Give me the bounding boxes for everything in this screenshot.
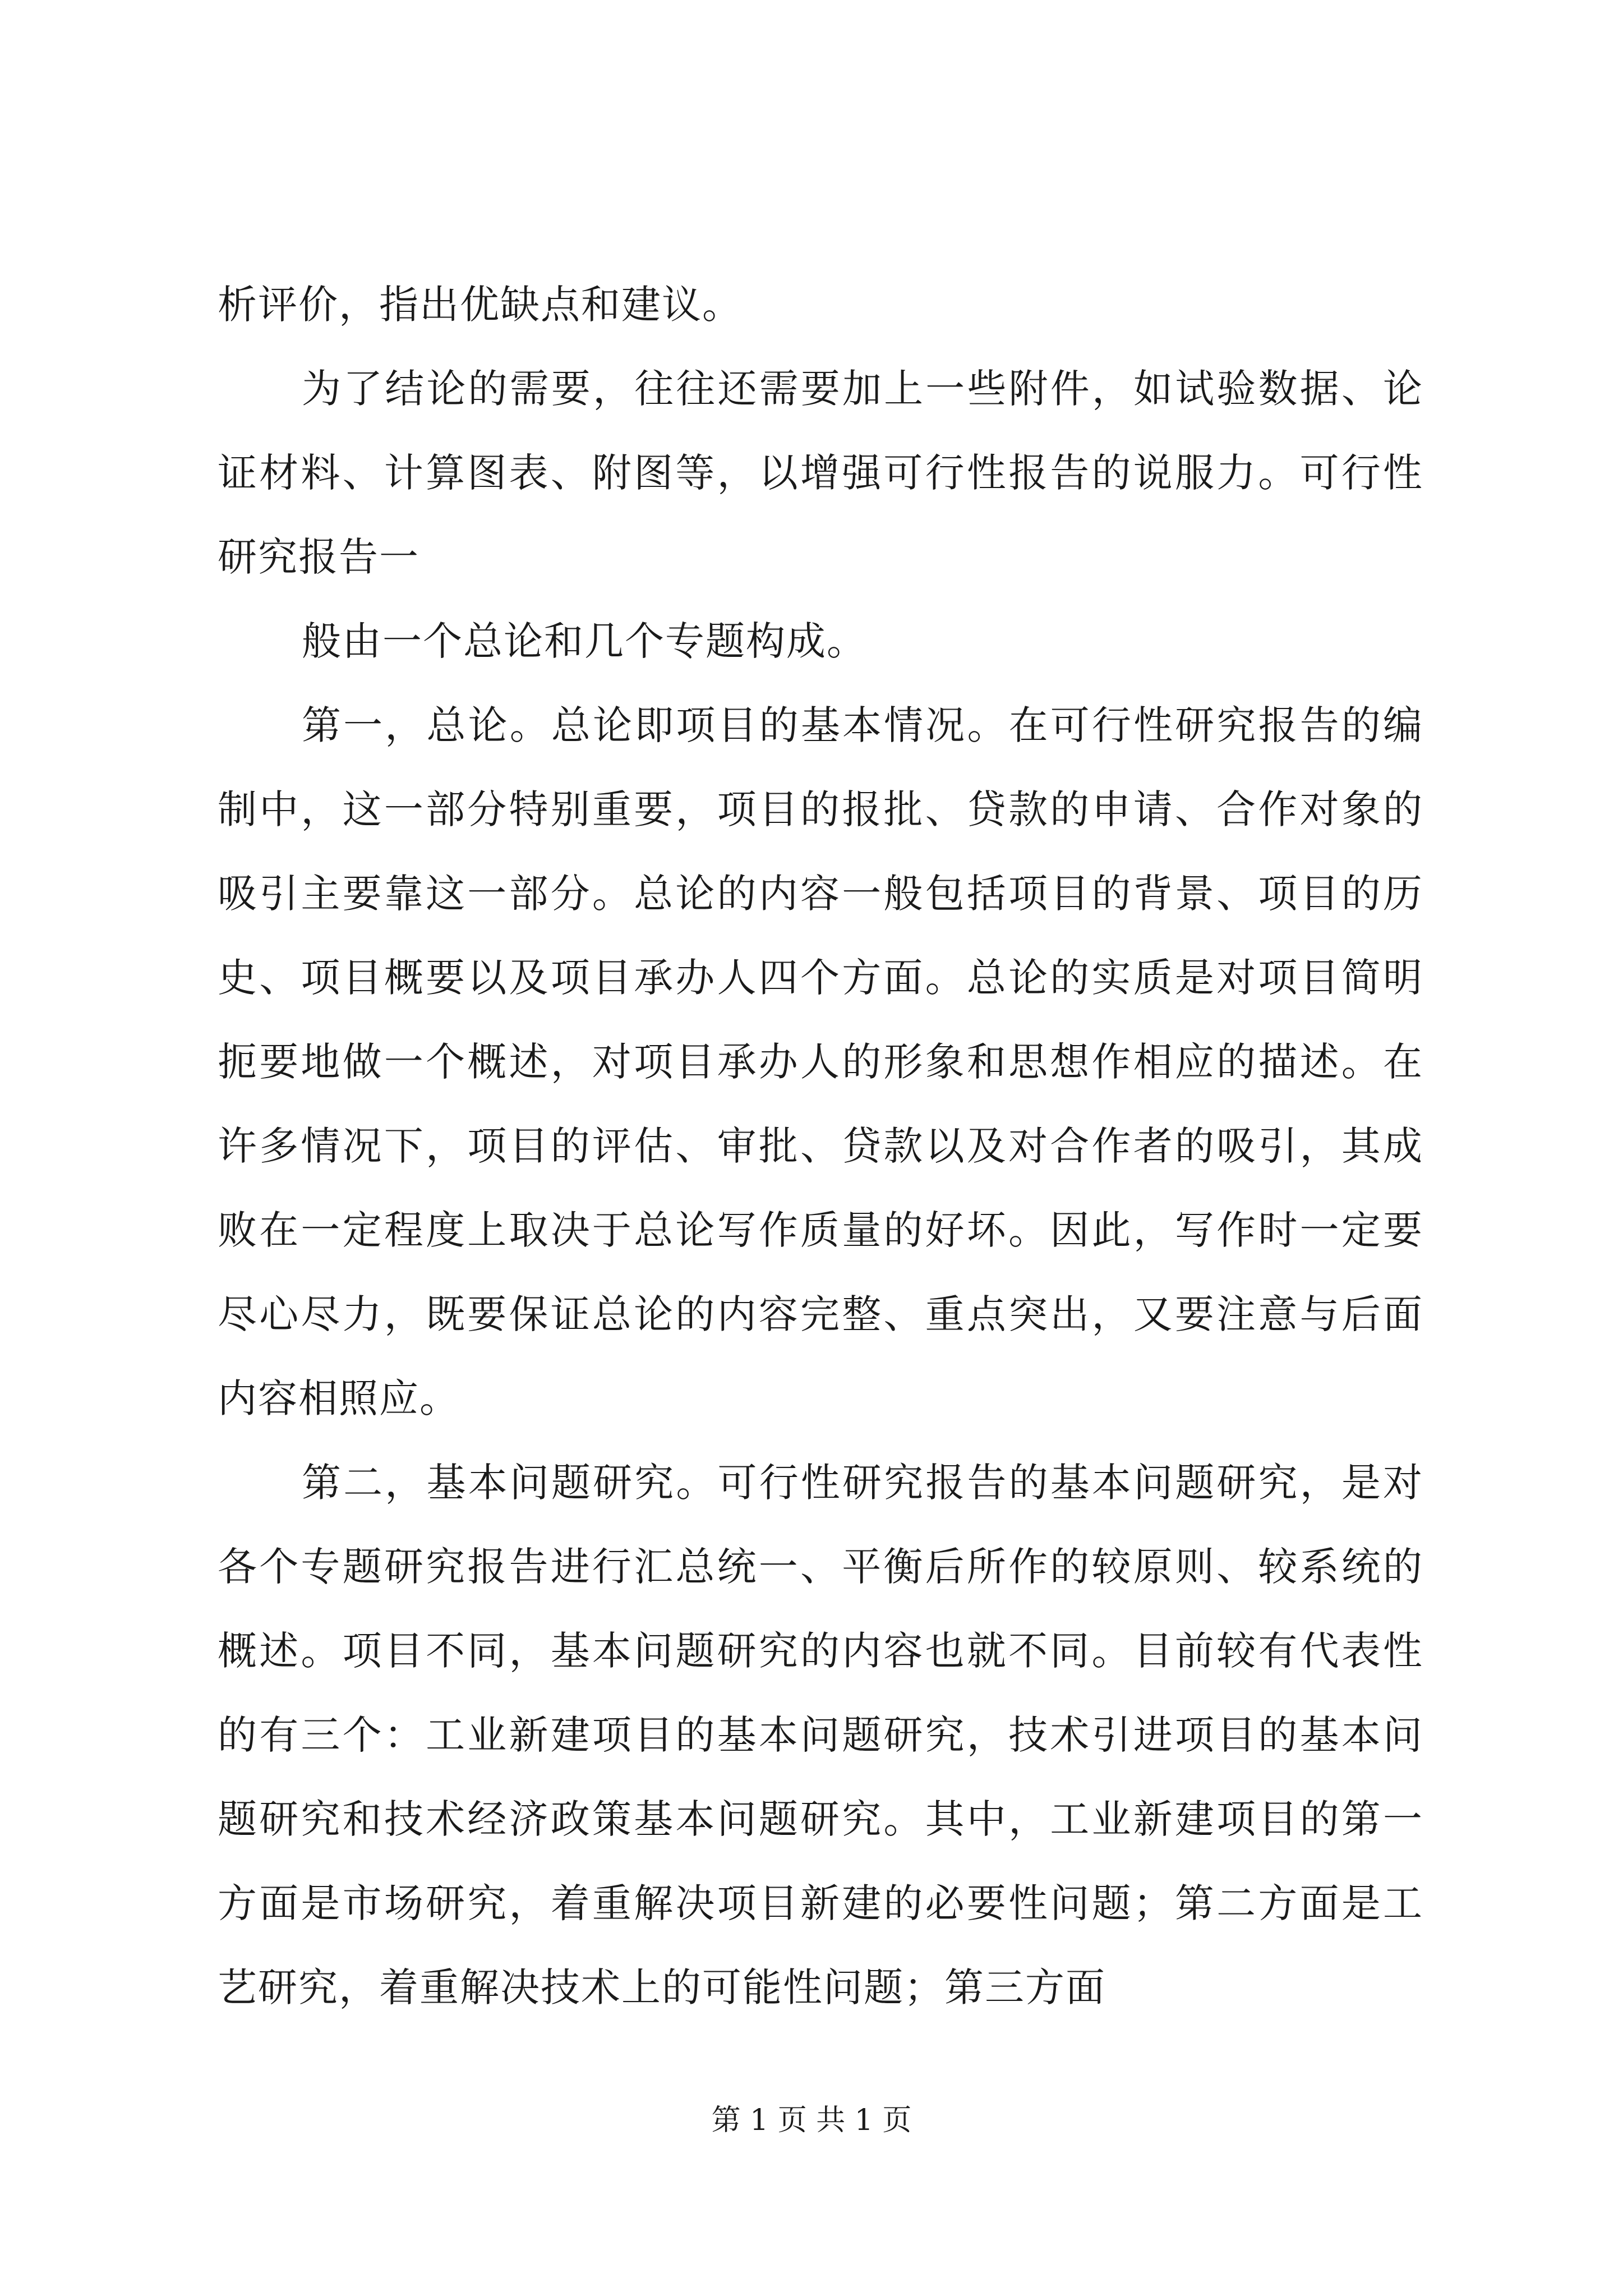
paragraph-general-overview: 第一，总论。总论即项目的基本情况。在可行性研究报告的编制中，这一部分特别重要，项目的报批、贷款的申请、合作对象的吸引主要靠这一部分。总论的内容一般包括项目的背景、项目的历史、项目概要以及项目承办人四个方面。总论的实质是对项目简明扼要地做一个概述，对项目承办人的形象和思想作相应的描述。在许多情况下，项目的评估、审批、贷款以及对合作者的吸引，其成败在一定程度上取决于总论写作质量的好坏。因此，写作时一定要尽心尽力，既要保证总论的内容完整、重点突出，又要注意与后面内容相照应。	[218, 702, 1423, 1421]
paragraph-basic-issues: 第二，基本问题研究。可行性研究报告的基本问题研究，是对各个专题研究报告进行汇总统一、平衡后所作的较原则、较系统的概述。项目不同，基本问题研究的内容也就不同。目前较有代表性的有三个：工业新建项目的基本问题研究，技术引进项目的基本问题研究和技术经济政策基本问题研究。其中，工业新建项目的第一方面是市场研究，着重解决项目新建的必要性问题；第二方面是工艺研究，着重解决技术上的可能性问题；第三方面	[218, 1460, 1423, 2010]
page-footer: 第 1 页 共 1 页	[711, 2104, 912, 2137]
paragraph-attachments: 为了结论的需要，往往还需要加上一些附件，如试验数据、论证材料、计算图表、附图等，以增强可行性报告的说服力。可行性研究报告一	[218, 366, 1423, 580]
document-body	[218, 263, 1423, 2030]
paragraph-continuation: 析评价，指出优缺点和建议。	[218, 282, 743, 328]
paragraph-structure: 般由一个总论和几个专题构成。	[302, 618, 867, 664]
